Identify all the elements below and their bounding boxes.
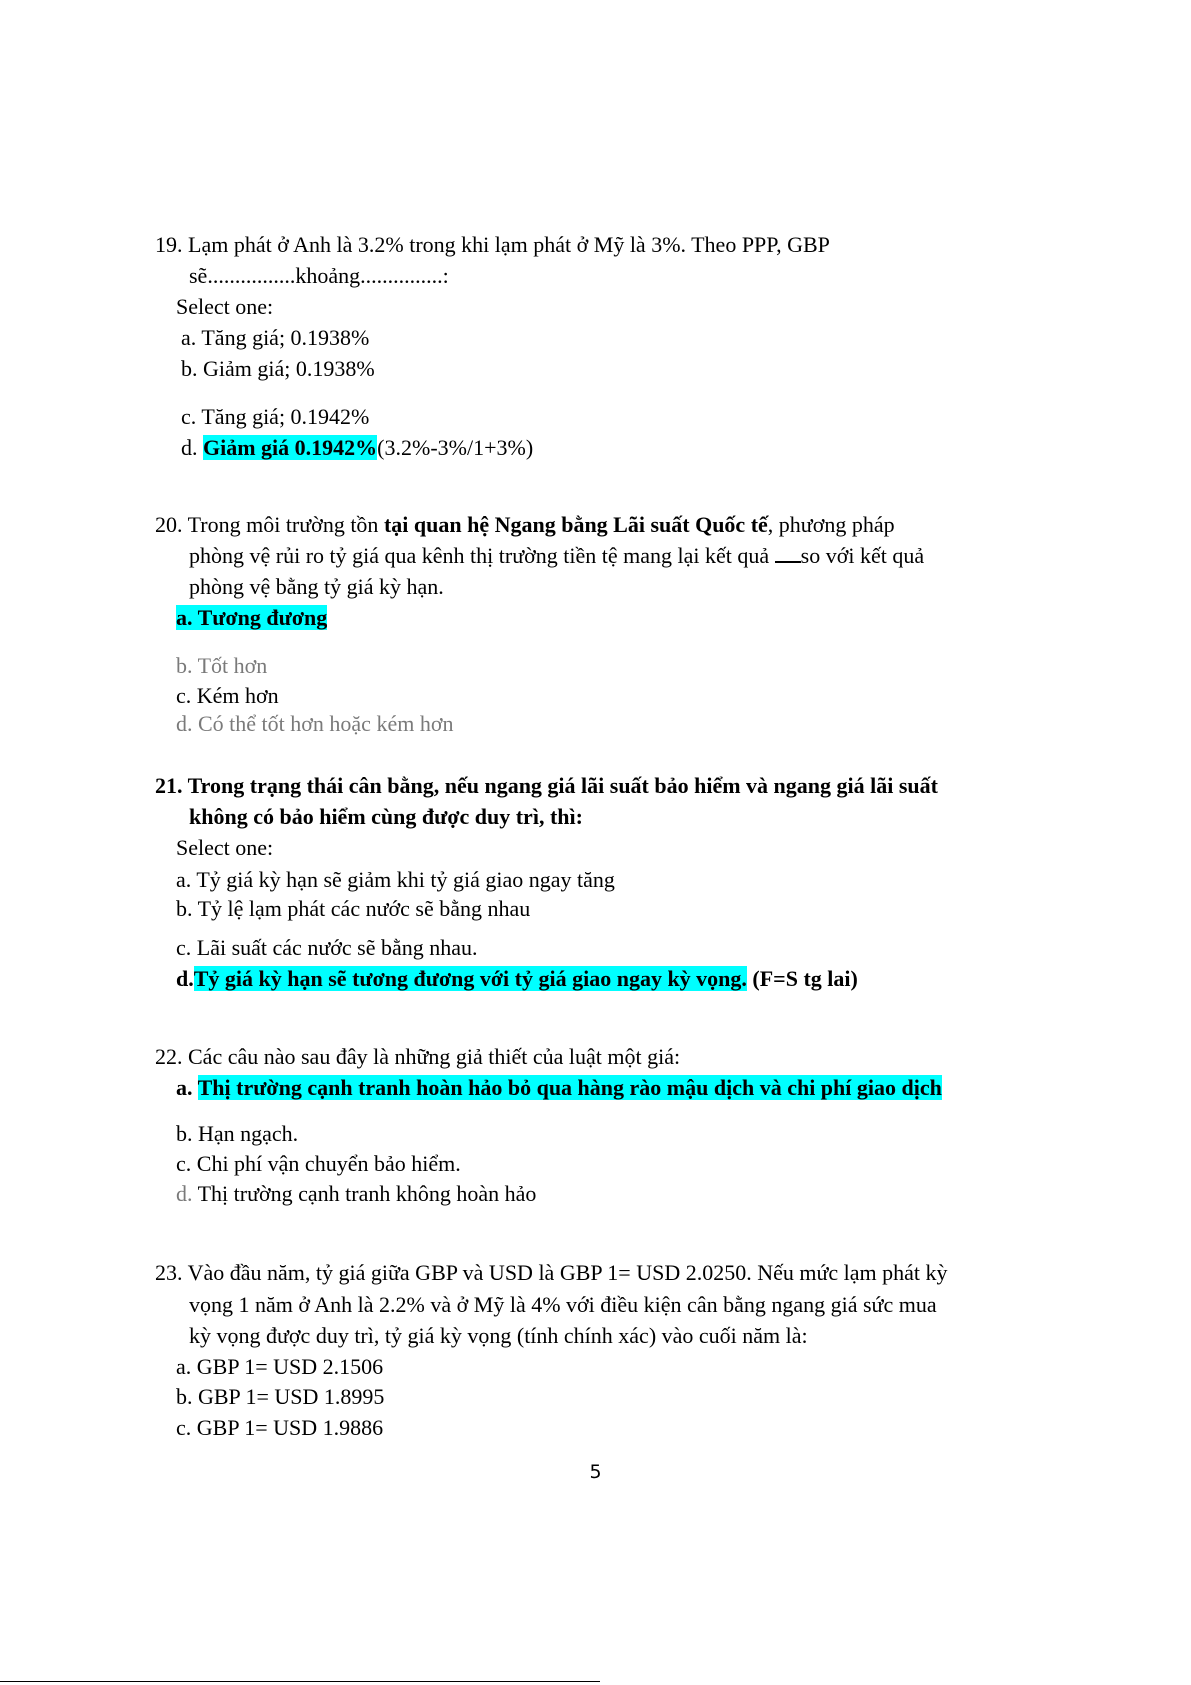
q23-option-a: a. GBP 1= USD 2.1506 — [176, 1354, 384, 1379]
q20-stem-line-1 — [155, 511, 895, 539]
q19-correct-answer: Giảm giá 0.1942% — [203, 435, 378, 460]
q20-stem-text-3: so với kết quả — [800, 543, 925, 568]
q20-option-d: d. Có thể tốt hơn hoặc kém hơn — [176, 711, 454, 736]
q20-stem-text-2: phòng vệ rủi ro tỷ giá qua kênh thị trường tiền tệ mang lại kết quả — [189, 543, 775, 568]
page-number: 5 — [589, 1461, 602, 1483]
q21-stem-line-2: không có bảo hiểm cùng được duy trì, thì: — [189, 804, 583, 829]
q19-stem-line-1: 19. Lạm phát ở Anh là 3.2% trong khi lạm phát ở Mỹ là 3%. Theo PPP, GBP — [155, 232, 830, 257]
q20-stem-text-end: , phương pháp — [767, 512, 895, 537]
q21-option-d — [176, 965, 858, 993]
q21-correct-answer: Tỷ giá kỳ hạn sẽ tương đương với tỷ giá giao ngay kỳ vọng. — [193, 966, 747, 991]
q22-option-d — [176, 1180, 536, 1208]
q21-select-one: Select one: — [176, 835, 274, 860]
q20-option-b: b. Tốt hơn — [176, 653, 268, 678]
q19-select-one: Select one: — [176, 294, 274, 319]
q19-answer-note: (3.2%-3%/1+3%) — [377, 435, 534, 460]
q23-stem-line-2: vọng 1 năm ở Anh là 2.2% và ở Mỹ là 4% với điều kiện cân bằng ngang giá sức mua — [189, 1292, 937, 1317]
q20-option-c: c. Kém hơn — [176, 683, 279, 708]
q22-option-a-letter: a. — [176, 1075, 193, 1100]
q22-option-d-text: Thị trường cạnh tranh không hoàn hảo — [192, 1181, 537, 1206]
q22-stem-line-1: 22. Các câu nào sau đây là những giả thiết của luật một giá: — [155, 1044, 681, 1069]
q19-option-d-letter: d. — [181, 435, 198, 460]
q22-option-c: c. Chi phí vận chuyển bảo hiểm. — [176, 1151, 461, 1176]
q20-correct-answer: a. Tương đương — [176, 605, 328, 630]
q22-correct-answer: Thị trường cạnh tranh hoàn hảo bỏ qua hàng rào mậu dịch và chi phí giao dịch — [197, 1075, 942, 1100]
q20-stem-line-2 — [189, 542, 924, 570]
q22-option-b: b. Hạn ngạch. — [176, 1121, 299, 1146]
q19-option-c: c. Tăng giá; 0.1942% — [181, 404, 370, 429]
q23-stem-line-1: 23. Vào đầu năm, tỷ giá giữa GBP và USD là GBP 1= USD 2.0250. Nếu mức lạm phát kỳ — [155, 1260, 948, 1285]
q19-stem-line-2: sẽ................khoảng...............: — [189, 263, 449, 288]
q19-option-a: a. Tăng giá; 0.1938% — [181, 325, 370, 350]
q20-option-a — [176, 604, 327, 632]
q21-answer-note: (F=S tg lai) — [746, 966, 858, 991]
q21-option-b: b. Tỷ lệ lạm phát các nước sẽ bằng nhau — [176, 896, 531, 921]
q19-option-b: b. Giảm giá; 0.1938% — [181, 356, 375, 381]
q20-blank — [775, 547, 801, 563]
q23-stem-line-3: kỳ vọng được duy trì, tỷ giá kỳ vọng (tính chính xác) vào cuối năm là: — [189, 1323, 808, 1348]
q21-option-a: a. Tỷ giá kỳ hạn sẽ giảm khi tỷ giá giao ngay tăng — [176, 867, 615, 892]
q23-option-b: b. GBP 1= USD 1.8995 — [176, 1384, 385, 1409]
q20-stem-bold: tại quan hệ Ngang bằng Lãi suất Quốc tế — [383, 512, 768, 537]
footer-rule — [0, 1681, 600, 1682]
q21-option-c: c. Lãi suất các nước sẽ bằng nhau. — [176, 935, 478, 960]
q21-stem-line-1: 21. Trong trạng thái cân bằng, nếu ngang giá lãi suất bảo hiểm và ngang giá lãi suất — [155, 773, 938, 798]
q22-option-d-letter: d. — [176, 1181, 193, 1206]
q19-option-d — [181, 434, 533, 462]
q20-stem-line-3: phòng vệ bằng tỷ giá kỳ hạn. — [189, 574, 444, 599]
q23-option-c: c. GBP 1= USD 1.9886 — [176, 1415, 384, 1440]
q20-stem-text: 20. Trong môi trường tồn — [155, 512, 384, 537]
q22-option-a — [176, 1074, 942, 1102]
q21-option-d-letter: d. — [176, 966, 194, 991]
